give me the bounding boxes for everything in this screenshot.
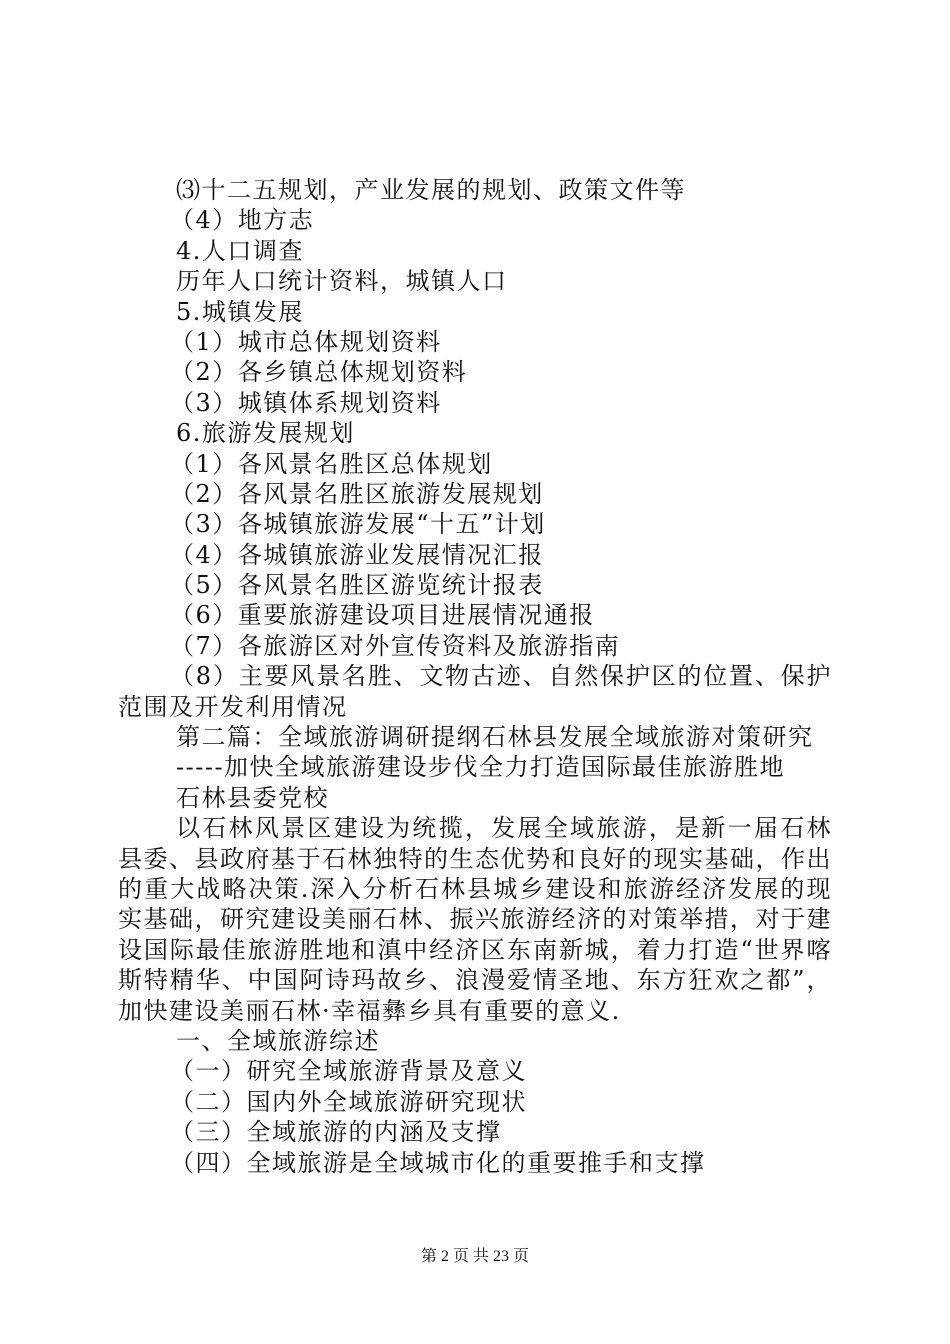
section-heading: 4.人口调查 bbox=[176, 236, 304, 265]
list-item-long: （8）主要风景名胜、文物古迹、自然保护区的位置、保护范围及开发利用情况 bbox=[118, 662, 832, 721]
list-item: （三）全域旅游的内涵及支撑 bbox=[170, 1118, 502, 1147]
list-item: （5）各风景名胜区游览统计报表 bbox=[170, 571, 544, 600]
list-item: （2）各乡镇总体规划资料 bbox=[170, 358, 468, 387]
list-item: （7）各旅游区对外宣传资料及旅游指南 bbox=[170, 631, 621, 660]
list-item: （4）各城镇旅游业发展情况汇报 bbox=[170, 540, 544, 569]
text-line: ⑶十二五规划，产业发展的规划、政策文件等 bbox=[176, 176, 686, 204]
text-line: 历年人口统计资料，城镇人口 bbox=[176, 267, 508, 296]
text-line: （4）地方志 bbox=[170, 206, 315, 235]
list-item: （2）各风景名胜区旅游发展规划 bbox=[170, 479, 544, 508]
list-item: （3）各城镇旅游发展“十五”计划 bbox=[170, 510, 546, 539]
section-heading: 6.旅游发展规划 bbox=[176, 419, 355, 448]
body-paragraph: 以石林风景区建设为统揽，发展全域旅游，是新一届石林县委、县政府基于石林独特的生态优势和良好的现实基础，作出的重大战略决策.深入分析石林县城乡建设和旅游经济发展的现实基础，研究建设美丽石林、振兴旅游经济的对策举措，对于建设国际最佳旅游胜地和滇中经济区东南新城，着力打造“世界喀斯特精华、中国阿诗玛故乡、浪漫爱情圣地、东方狂欢之都”，加快建设美丽石林·幸福彝乡具有重要的意义. bbox=[118, 814, 832, 1025]
author-line: 石林县委党校 bbox=[176, 783, 329, 812]
list-item: （四）全域旅游是全域城市化的重要推手和支撑 bbox=[170, 1148, 706, 1177]
section-heading: 5.城镇发展 bbox=[176, 297, 304, 326]
list-item: （一）研究全域旅游背景及意义 bbox=[170, 1057, 527, 1086]
article-title: 第二篇：全域旅游调研提纲石林县发展全域旅游对策研究 bbox=[176, 723, 814, 752]
list-item: （6）重要旅游建设项目进展情况通报 bbox=[170, 601, 595, 630]
list-item: （1）城市总体规划资料 bbox=[170, 327, 442, 356]
section-heading: 一、全域旅游综述 bbox=[176, 1027, 380, 1056]
list-item: （1）各风景名胜区总体规划 bbox=[170, 449, 493, 478]
page-footer: 第 2 页 共 23 页 bbox=[420, 1248, 529, 1265]
article-subtitle: -----加快全域旅游建设步伐全力打造国际最佳旅游胜地 bbox=[176, 753, 786, 782]
document-body bbox=[118, 175, 832, 1178]
list-item: （二）国内外全域旅游研究现状 bbox=[170, 1087, 527, 1116]
list-item: （3）城镇体系规划资料 bbox=[170, 388, 442, 417]
